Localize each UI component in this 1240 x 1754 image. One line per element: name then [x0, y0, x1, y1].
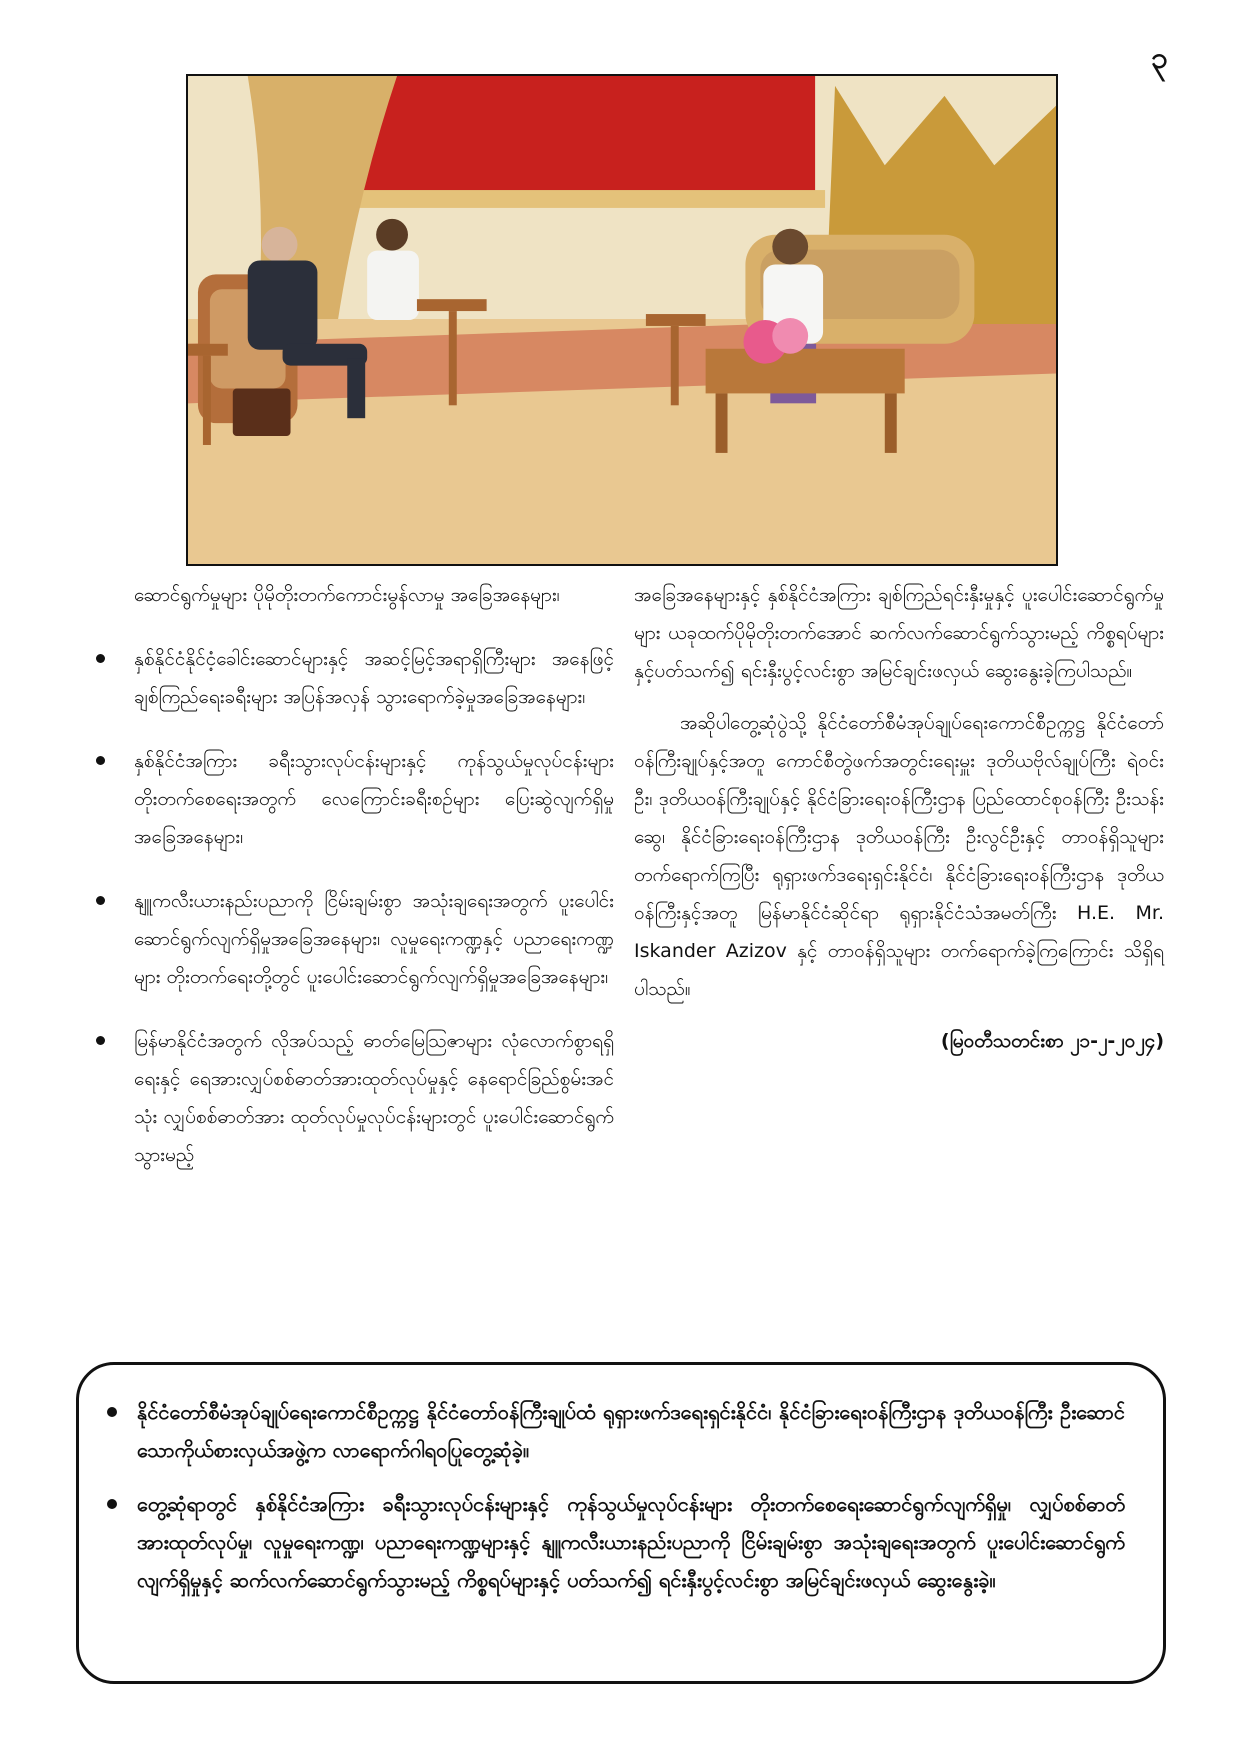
right-paragraph-1: အခြေအနေများနှင့် နှစ်နိုင်ငံအကြား ချစ်ကြည်ရင်းနှီးမှုနှင့် ပူးပေါင်းဆောင်ရွက်မှုများ ယခုထက်ပိုမိုတိုးတက်အောင် ဆက်လက်ဆောင်ရွက်သွားမည့် ကိစ္စရပ်များနှင့်ပတ်သက်၍ ရင်းနှီးပွင့်လင်းစွာ အမြင်ချင်းဖလှယ် ဆွေးနွေးခဲ့ကြပါသည်။: [634, 584, 1164, 682]
news-source: (မြဝတီသတင်းစာ ၂၁-၂-၂၀၂၄): [940, 1030, 1164, 1052]
list-item: နှစ်နိုင်ငံနိုင်ငံ့ခေါင်းဆောင်များနှင့် အဆင့်မြင့်အရာရှိကြီးများ အနေဖြင့် ချစ်ကြည်ရေးခရီးများ အပြန်အလှန် သွားရောက်ခဲ့မှုအခြေအနေများ၊: [108, 640, 614, 716]
list-item: နိုင်ငံတော်စီမံအုပ်ချုပ်ရေးကောင်စီဥက္ကဋ္ဌ နိုင်ငံတော်ဝန်ကြီးချုပ်ထံ ရုရှားဖက်ဒရေးရှင်းနိုင်ငံ၊ နိုင်ငံခြားရေးဝန်ကြီးဌာန ဒုတိယဝန်ကြီး ဦးဆောင်သောကိုယ်စားလှယ်အဖွဲ့က လာရောက်ဂါရဝပြုတွေ့ဆုံခဲ့။: [137, 1393, 1125, 1469]
list-item: တွေ့ဆုံရာတွင် နှစ်နိုင်ငံအကြား ခရီးသွားလုပ်ငန်းများနှင့် ကုန်သွယ်မှုလုပ်ငန်းများ တိုးတက်စေရေးဆောင်ရွက်လျက်ရှိမှု၊ လျှပ်စစ်ဓာတ်အားထုတ်လုပ်မှု၊ လူမှုရေးကဏ္ဍ၊ ပညာရေးကဏ္ဍများနှင့် နျူကလီးယားနည်းပညာကို ငြိမ်းချမ်းစွာ အသုံးချရေးအတွက် ပူးပေါင်းဆောင်ရွက်လျက်ရှိမှုနှင့် ဆက်လက်ဆောင်ရွက်သွားမည့် ကိစ္စရပ်များနှင့် ပတ်သက်၍ ရင်းနှီးပွင့်လင်းစွာ အမြင်ချင်းဖလှယ် ဆွေးနွေးခဲ့။: [137, 1485, 1125, 1599]
left-continuation-text: ဆောင်ရွက်မှုများ ပိုမိုတိုးတက်ကောင်းမွန်လာမှု အခြေအနေများ၊: [134, 584, 560, 606]
left-bullet-list: [108, 640, 614, 1174]
meeting-photo: [186, 74, 1058, 566]
page-number: ၃: [1151, 41, 1168, 76]
summary-list: [137, 1393, 1125, 1599]
right-paragraph-2: အဆိုပါတွေ့ဆုံပွဲသို့ နိုင်ငံတော်စီမံအုပ်ချုပ်ရေးကောင်စီဥက္ကဋ္ဌ နိုင်ငံတော်ဝန်ကြီးချုပ်နှင့်အတူ ကောင်စီတွဲဖက်အတွင်းရေးမှူး ဒုတိယဗိုလ်ချုပ်ကြီး ရဲဝင်းဦး၊ ဒုတိယဝန်ကြီးချုပ်နှင့် နိုင်ငံခြားရေးဝန်ကြီးဌာန ပြည်ထောင်စုဝန်ကြီး ဦးသန်းဆွေ၊ နိုင်ငံခြားရေးဝန်ကြီးဌာန ဒုတိယဝန်ကြီး ဦးလွင်ဦးနှင့် တာဝန်ရှိသူများ တက်ရောက်ကြပြီး ရုရှားဖက်ဒရေးရှင်းနိုင်ငံ၊ နိုင်ငံခြားရေးဝန်ကြီးဌာန ဒုတိယဝန်ကြီးနှင့်အတူ မြန်မာနိုင်ငံဆိုင်ရာ ရုရှားနိုင်ငံသံအမတ်ကြီး H.E. Mr. Iskander Azizov နှင့် တာဝန်ရှိသူများ တက်ရောက်ခဲ့ကြကြောင်း သိရှိရပါသည်။: [634, 712, 1164, 1000]
left-column: [108, 576, 614, 1174]
right-column: [634, 576, 1164, 1060]
list-item: နှစ်နိုင်ငံအကြား ခရီးသွားလုပ်ငန်းများနှင့် ကုန်သွယ်မှုလုပ်ငန်းများ တိုးတက်စေရေးအတွက် လေကြောင်းခရီးစဉ်များ ပြေးဆွဲလျက်ရှိမှုအခြေအနေများ၊: [108, 742, 614, 856]
list-item: မြန်မာနိုင်ငံအတွက် လိုအပ်သည့် ဓာတ်မြေသြဇာများ လုံလောက်စွာရရှိရေးနှင့် ရေအားလျှပ်စစ်ဓာတ်အားထုတ်လုပ်မှုနှင့် နေရောင်ခြည်စွမ်းအင်သုံး လျှပ်စစ်ဓာတ်အား ထုတ်လုပ်မှုလုပ်ငန်းများတွင် ပူးပေါင်းဆောင်ရွက်သွားမည့်: [108, 1022, 614, 1174]
summary-box: [76, 1362, 1166, 1684]
meeting-scene-icon: [188, 76, 1056, 564]
list-item: နျူကလီးယားနည်းပညာကို ငြိမ်းချမ်းစွာ အသုံးချရေးအတွက် ပူးပေါင်းဆောင်ရွက်လျက်ရှိမှုအခြေအနေများ၊ လူမှုရေးကဏ္ဍနှင့် ပညာရေးကဏ္ဍများ တိုးတက်ရေးတို့တွင် ပူးပေါင်းဆောင်ရွက်လျက်ရှိမှုအခြေအနေများ၊: [108, 882, 614, 996]
